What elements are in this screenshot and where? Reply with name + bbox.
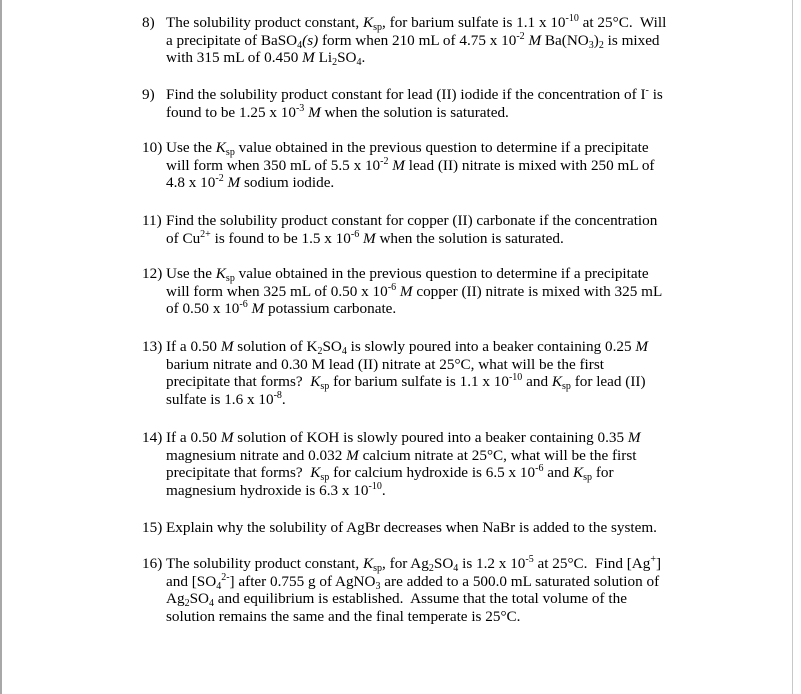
question-line: barium nitrate and 0.30 M lead (II) nitrate at 25°C, what will be the first (166, 355, 604, 373)
question-line: The solubility product constant, $K_{sp}$, for barium sulfate is 1.1 x $10^{-10}$ at 25°C. Will (166, 13, 667, 33)
question-number: 16) (142, 555, 163, 572)
page-right-border (792, 0, 793, 694)
question-line: magnesium hydroxide is 6.3 x $10^{-10}$. (166, 480, 386, 499)
question-line: found to be 1.25 x $10^{-3}$ M when the solution is saturated. (166, 102, 509, 121)
question-line: If a 0.50 M solution of $K_2SO_4$ is slowly poured into a beaker containing 0.25 M (166, 338, 649, 357)
question-number: 15) (142, 519, 163, 536)
question-line: magnesium nitrate and 0.032 M calcium nitrate at 25°C, what will be the first (166, 446, 637, 464)
question-line: Find the solubility product constant for copper (II) carbonate if the concentration (166, 212, 658, 229)
question-line: a precipitate of BaSO$_4$(s) form when 210 mL of 4.75 x $10^{-2}$ M $Ba(NO_3)_2$ is mixed (166, 30, 660, 51)
question-line: precipitate that forms? $K_{sp}$ for barium sulfate is 1.1 x $10^{-10}$ and $K_{sp}$ for lead (II) (166, 372, 646, 393)
question-line: sulfate is 1.6 x $10^{-8}$. (166, 389, 286, 408)
question-line: Explain why the solubility of AgBr decreases when NaBr is added to the system. (166, 519, 657, 536)
question-line: of 0.50 x $10^{-6}$ M potassium carbonate. (166, 299, 397, 318)
question-line: with 315 mL of 0.450 M $Li_2SO_4$. (166, 49, 366, 69)
question-number: 11) (142, 212, 162, 229)
question-line: The solubility product constant, $K_{sp}$, for $Ag_2SO_4$ is 1.2 x $10^{-5}$ at 25°C. Find [Ag+] (166, 554, 662, 574)
question-number: 9) (142, 86, 155, 103)
question-line: If a 0.50 M solution of KOH is slowly poured into a beaker containing 0.35 M (166, 429, 641, 446)
question-number: 12) (142, 265, 163, 282)
question-line: of $Cu^{2+}$ is found to be 1.5 x $10^{-6}$ M when the solution is saturated. (166, 228, 564, 247)
question-line: Use the $K_{sp}$ value obtained in the previous question to determine if a precipitate (166, 139, 649, 158)
question-line: will form when 325 mL of 0.50 x $10^{-6}$ M copper (II) nitrate is mixed with 325 mL (166, 281, 663, 300)
question-number: 10) (142, 139, 163, 156)
question-number: 13) (142, 338, 163, 355)
question-number: 8) (142, 14, 155, 31)
question-line: will form when 350 mL of 5.5 x $10^{-2}$ M lead (II) nitrate is mixed with 250 mL of (166, 155, 655, 174)
question-number: 14) (142, 429, 163, 446)
question-line: solution remains the same and the final temperate is 25°C. (166, 607, 521, 625)
question-line: $Ag_2SO_4$ and equilibrium is established. Assume that the total volume of the (166, 590, 627, 610)
question-line: Find the solubility product constant for lead (II) iodide if the concentration of I- is (166, 85, 663, 103)
question-line: and $[SO_4^{2-}]$ after 0.755 g of AgNO$_3$ are added to a 500.0 mL saturated solution of (166, 571, 660, 592)
question-line: 4.8 x $10^{-2}$ M sodium iodide. (166, 173, 335, 192)
question-line: Use the $K_{sp}$ value obtained in the previous question to determine if a precipitate (166, 265, 649, 284)
page-left-border (0, 0, 2, 694)
question-line: precipitate that forms? $K_{sp}$ for calcium hydroxide is 6.5 x $10^{-6}$ and $K_{sp}$ for (166, 463, 614, 484)
